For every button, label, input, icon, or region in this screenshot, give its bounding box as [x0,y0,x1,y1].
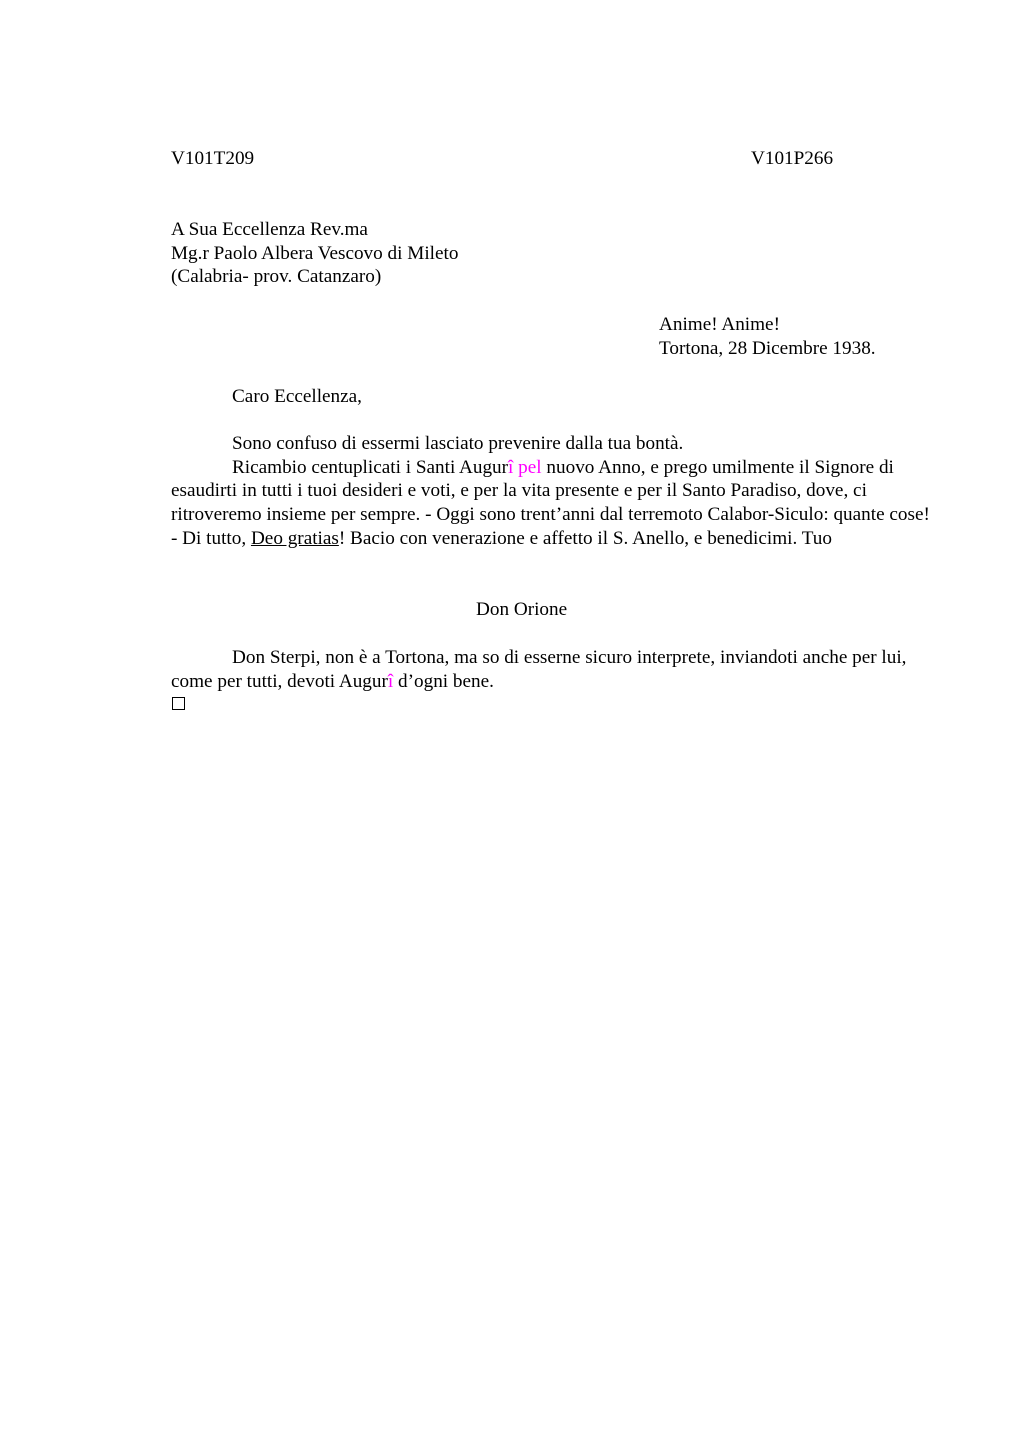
postscript-paragraph [171,646,931,693]
salutation: Caro Eccellenza, [232,386,362,407]
address-line: A Sua Eccellenza Rev.ma [171,219,368,240]
body-text-span: Ricambio centuplicati i Santi Augur [232,456,509,478]
body-text-span: ! Bacio con venerazione e affetto il S. Anello, e benedicimi. Tuo [338,527,832,549]
highlighted-text: î pel [508,456,542,478]
postscript-text-span: Don Sterpi, non è a Tortona, ma so di esserne sicuro interprete, inviandoti anche per lui, come per tutti, devoti Augur [171,647,907,692]
postscript-text-span: d’ogni bene. [393,670,494,692]
address-line: Mg.r Paolo Albera Vescovo di Mileto [171,242,459,264]
body-text-span: nuovo Anno, e prego umilmente il Signore di esaudirti in tutti i tuoi desideri e voti, e per la vita presente e per il Santo Paradiso, dove, ci ritroveremo insieme per sempre. - Oggi sono trent’anni dal terremoto Calabor-Siculo: quante cose! - Di tutto, [171,456,930,549]
document-reference-left: V101T209 [171,148,255,169]
body-paragraph: Sono confuso di essermi lasciato prevenire dalla tua bontà. [232,433,684,454]
place-date: Tortona, 28 Dicembre 1938. [659,337,876,359]
body-paragraph [171,456,931,551]
document-reference-right: V101P266 [751,148,834,169]
address-line: (Calabria- prov. Catanzaro) [171,266,382,288]
underlined-text: Deo gratias [250,527,339,549]
postscript [171,646,931,693]
letter-body [171,432,931,551]
signature: Don Orione [476,599,568,620]
recipient-address [171,218,458,289]
checkbox-square-icon [172,697,185,710]
highlighted-text: î [387,670,394,692]
dateline [659,313,876,360]
motto: Anime! Anime! [659,314,780,335]
